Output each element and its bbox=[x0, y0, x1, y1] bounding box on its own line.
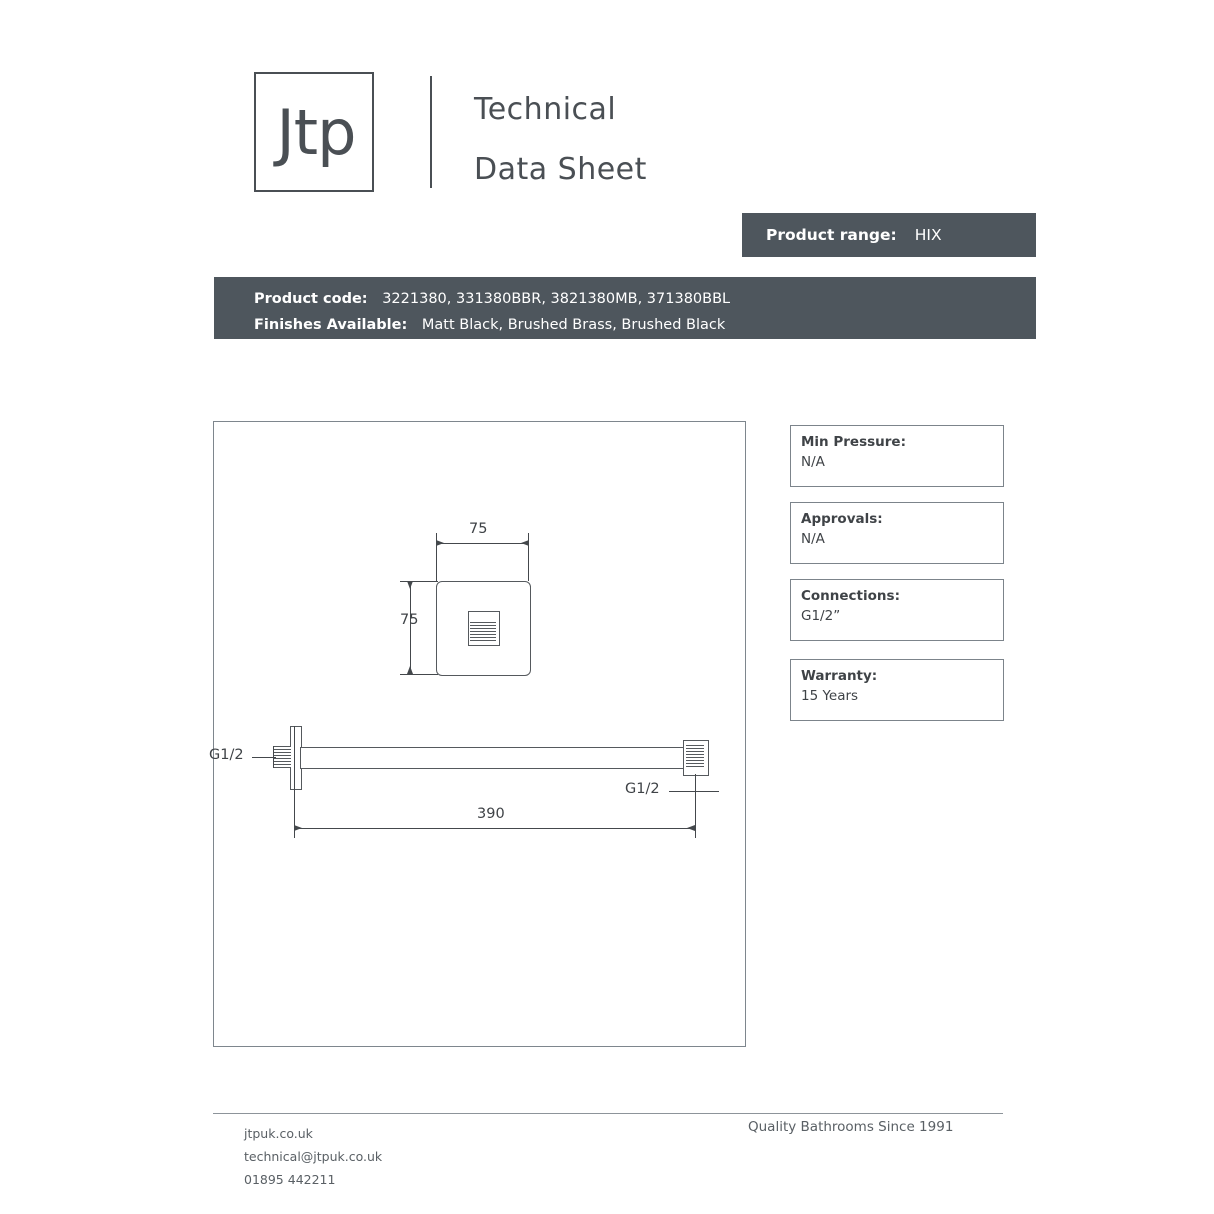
dim-arrow-width-left bbox=[436, 540, 444, 546]
spec-warranty bbox=[790, 659, 1004, 721]
product-code-row bbox=[254, 286, 1036, 312]
dim-arrow-length-left bbox=[294, 825, 302, 831]
page-title-line2: Data Sheet bbox=[474, 152, 647, 187]
product-code-label: Product code: bbox=[254, 291, 368, 307]
arm-outlet-thread bbox=[686, 745, 704, 769]
footer-email[interactable]: technical@jtpuk.co.uk bbox=[244, 1149, 383, 1164]
spec-connections bbox=[790, 579, 1004, 641]
jtp-logo-box bbox=[254, 72, 374, 192]
dim-label-width: 75 bbox=[469, 521, 488, 537]
footer-phone: 01895 442211 bbox=[244, 1172, 336, 1187]
page-title bbox=[474, 80, 647, 200]
arm-tube bbox=[300, 747, 697, 769]
finishes-value: Matt Black, Brushed Brass, Brushed Black bbox=[421, 317, 726, 333]
footer-website[interactable]: jtpuk.co.uk bbox=[244, 1126, 313, 1141]
dim-line-width bbox=[436, 543, 529, 544]
thread-label-outlet: G1/2 bbox=[625, 781, 660, 797]
spec-min-pressure-value: N/A bbox=[801, 454, 825, 470]
spec-approvals bbox=[790, 502, 1004, 564]
product-range-bar bbox=[742, 213, 1036, 257]
dim-line-length bbox=[294, 828, 696, 829]
dim-label-length: 390 bbox=[477, 806, 505, 822]
spec-min-pressure-key: Min Pressure: bbox=[801, 434, 906, 450]
spec-warranty-key: Warranty: bbox=[801, 668, 878, 684]
thread-label-inlet: G1/2 bbox=[209, 747, 244, 763]
product-range-label: Product range: bbox=[766, 226, 897, 244]
dim-label-height: 75 bbox=[400, 612, 419, 628]
arm-inlet-thread bbox=[274, 746, 291, 768]
product-range-value: HIX bbox=[914, 226, 942, 244]
leader-line-inlet bbox=[252, 757, 276, 758]
footer-contact bbox=[244, 1122, 382, 1191]
dim-arrow-height-top bbox=[407, 581, 413, 589]
dim-ext-line-left-length bbox=[294, 726, 295, 838]
wall-plate-outlet-thread bbox=[470, 622, 496, 642]
jtp-logo-text: Jtp bbox=[276, 96, 356, 169]
page-title-line1: Technical bbox=[474, 92, 617, 127]
spec-connections-key: Connections: bbox=[801, 588, 900, 604]
spec-warranty-value: 15 Years bbox=[801, 688, 859, 704]
dim-arrow-height-bottom bbox=[407, 666, 413, 674]
product-code-value: 3221380, 331380BBR, 3821380MB, 371380BBL bbox=[382, 291, 731, 307]
finishes-label: Finishes Available: bbox=[254, 317, 408, 333]
leader-line-outlet bbox=[669, 791, 719, 792]
footer-divider bbox=[213, 1113, 1003, 1114]
footer-tagline: Quality Bathrooms Since 1991 bbox=[748, 1119, 954, 1135]
dim-arrow-width-right bbox=[521, 540, 529, 546]
spec-connections-value: G1/2” bbox=[801, 608, 841, 624]
dim-arrow-length-right bbox=[687, 825, 695, 831]
finishes-row bbox=[254, 312, 1036, 338]
header-divider bbox=[430, 76, 432, 188]
product-code-bar bbox=[214, 277, 1036, 339]
dim-ext-line-bottom-height bbox=[400, 674, 438, 675]
spec-min-pressure bbox=[790, 425, 1004, 487]
product-drawing-frame bbox=[209, 421, 746, 1047]
spec-approvals-value: N/A bbox=[801, 531, 825, 547]
spec-approvals-key: Approvals: bbox=[801, 511, 883, 527]
